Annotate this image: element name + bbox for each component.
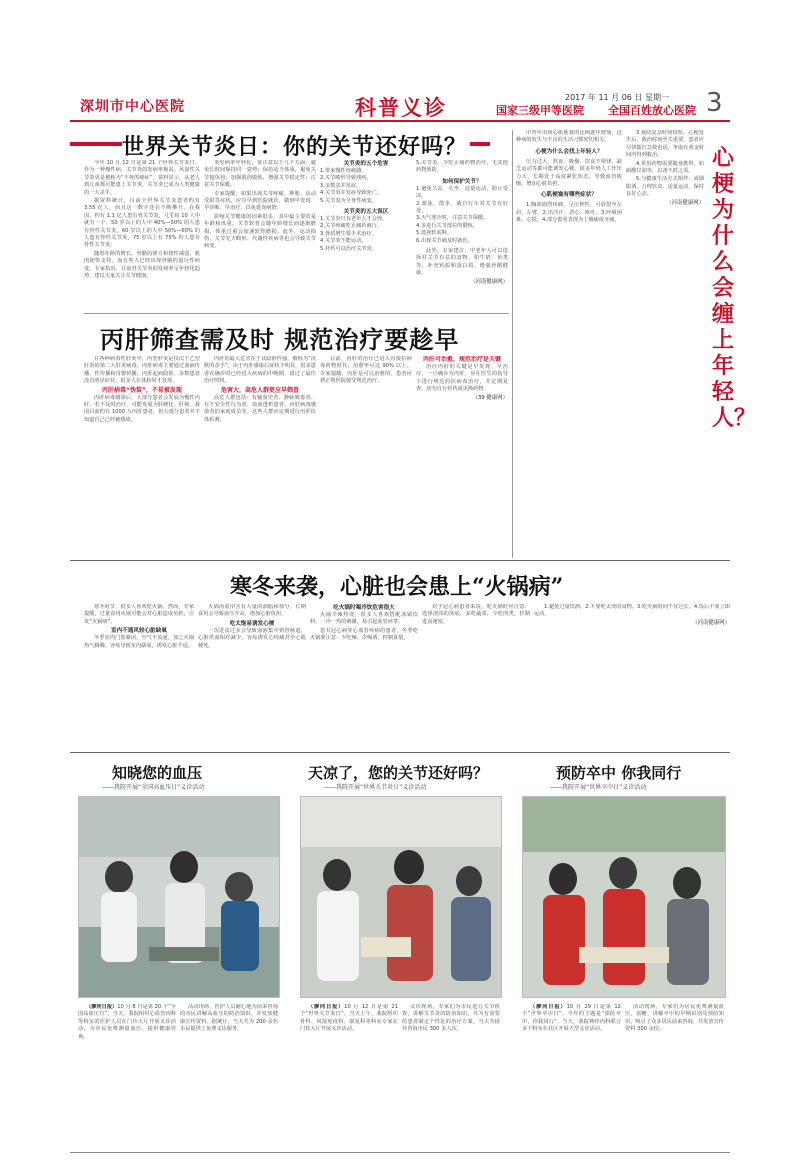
title-accent-bar [470,142,490,146]
title-accent-bar [70,142,122,146]
article3-col4 [422,604,530,744]
paragraph: 火锅辛辣热烫，很多人喜欢搭配冰镇饮料，一冷一热的刺激，易引起血管痉挛。 [310,612,418,626]
article1-col4 [416,160,508,310]
card-caption [300,1004,398,1144]
list-item: 2.游泳、散步、骑自行车对关节有好处。 [416,200,508,215]
list-item: 1.避免久站、久坐，适量运动，防止受凉。 [416,185,508,200]
paragraph: 炎发病率年轻化，要注意以下几个方面：避免长时间保持同一姿势；保持适当体重，避免关节超负荷；加强肌肉锻炼，增强关节稳定性；注意关节保暖。 [204,160,316,189]
article3-col2 [198,604,306,744]
paragraph: 5.与健康生活方式相伴：戒烟限酒、合理饮食、适量运动、保持良好心态。 [626,176,704,198]
paragraph: 对于冠心病患者来说，吃火锅时应注意：选择清淡的汤底，多吃蔬菜，少吃肉类，控制进食速度。 [422,604,530,625]
paragraph: 影响关节健康的因素很多，其中最主要的是年龄和体重。关节软骨会随年龄增长而逐渐磨损，体重过重会加速软骨磨损。此外，运动损伤、关节先天畸形、代谢性疾病等也会导致关节病变。 [204,213,316,250]
sidebar-title: 心梗为什么会缠上年轻人？ [712,145,757,431]
article2-col2 [204,356,316,556]
paragraph: 火锅汤底中含有大量的油脂和盐分，长期食用会导致血压升高，增加心脏负担。 [198,604,306,618]
subheading: 室内不通风较心脏缺氧 [111,628,167,635]
paragraph: 压力过大、熬夜、吸烟、饮食不规律、缺乏运动等都可能诱发心梗。很多年轻人工作压力大，长期处于高度紧张状态，导致血管收缩，增加心脏负担。 [516,158,622,188]
paragraph: 3.预防复杂时间较短。心梗发生后，救治时间至关重要，患者应尽快拨打急救电话，争取在黄金时间内得到救治。 [626,130,704,159]
article1-col1 [84,160,200,310]
card-caption-2 [625,1004,724,1144]
divider [70,560,730,561]
list-item: 5.关节炎为全身性病变。 [320,197,377,204]
caption-text: 10 月 8 日是第 20 个“全国高血压日”，当天，我院组织心血管内科等科室的医护人员在门诊大厅开展义诊活动，为市民免费测量血压、提供健康咨询。 [78,1004,176,1040]
paragraph: 1.胸部剧烈疼痛，呈压榨性，可放射至左肩、左臂。2.出冷汗、恶心、呕吐。3.呼吸困难、心慌。4.部分患者表现为上腹痛或牙痛。 [516,202,622,224]
paragraph: 冬季室内门窗紧闭，空气不流通，加之火锅热气腾腾，容易导致室内缺氧，诱发心脏不适。 [84,635,194,649]
divider [70,752,730,753]
paragraph: 治疗丙肝的关键是早发现、早治疗。一旦确诊为丙肝，应在医生的指导下进行规范的抗病毒治疗，并定期复查，切勿自行停药或更换药物。 [416,364,508,393]
card-caption [522,1004,621,1144]
caption-text: 活动现场，医护人员耐心地为前来咨询的市民讲解高血压的防治知识，并发放健康宣传资料。据统计，当天共为 200 余名市民提供了免费义诊服务。 [180,1004,278,1033]
sidebar-col2 [626,130,704,558]
card-subtitle: ——我院开展“世界关节炎日”义诊活动 [324,784,427,791]
list-item: 5.关节炎、少吃止痛药物治疗，无其他药物预防。 [416,160,508,174]
article3-col1 [84,604,194,744]
hospital-logo: 深圳市中心医院 [80,99,185,115]
subheading: 心梗为什么会找上年轻人？ [535,148,603,155]
subheading: 丙肝可治愈，规范治疗是关键 [422,356,501,363]
caption-text: 10 月 12 日是第 21 个“世界关节炎日”，当天上午，我院组织骨科、风湿免疫科、康复科等科室专家在门诊大厅开展义诊活动。 [300,1004,398,1033]
article3-col3 [310,604,418,744]
paragraph: 据资料统计，目前全世界关节炎患者约有 3.55 亿人，而且这一数字还在不断攀升。在我国，约有 1.1 亿人患有骨关节炎，几乎每 10 人中就有一个。50 岁以上的人中 40%—50% 的人患有骨性关节炎，60 岁以上的人中 50%—60% 的人患有骨性关节炎，75 岁以上有 75% 的人患有骨性关节炎。 [84,198,200,249]
paragraph: 专家提醒，如果出现关节疼痛、肿胀、活动受限等症状，应尽早到医院就诊，做到早发现、早诊断、早治疗，以免延误病情。 [204,190,316,212]
caption-lead: （廖同日报） [308,1004,345,1010]
paragraph: 此外，专家建议，中老年人可以选择对关节有益的食物，如牛奶、鱼类等，补充钙质和蛋白质，增强骨骼健康。 [416,248,508,277]
hospital-tag-trust: 全国百姓放心医院 [608,104,696,117]
article1-credit: （河南健康网） [470,278,508,285]
paragraph: 在各种病毒性肝炎中，丙型肝炎是仅次于乙型肝炎的第二大肝炎病毒。丙肝病毒主要通过血液传播、性传播和母婴传播。丙肝起病隐匿，多数患者没有明显症状，很多人在体检时才发现。 [84,356,200,385]
caption-text: 义诊现场，专家们为市民进行关节检查，讲解关节炎的防治知识，并为有需要的患者制定个性化的治疗方案。当天共接待咨询市民 300 多人次。 [402,1004,500,1033]
list-item: 1.关节炎只有老年人才会得。 [320,216,388,223]
subheading: 吃太饱易诱发心梗 [229,620,275,627]
subheading: 吃火锅时喝冷饮危害很大 [333,605,395,611]
event-card [516,758,730,1148]
paragraph: 一次进食过多会导致血液集中到胃肠道，心脏供血相对减少，容易诱发心绞痛甚至心肌梗死。 [198,627,306,649]
event-photo [78,796,280,998]
subheading: 危害大，高危人群更应早筛查 [220,386,299,394]
paragraph: 患有冠心病等心血管疾病的患者，冬季吃火锅要注意：少吃辣、少喝酒、控制食量。 [310,627,418,642]
card-caption-2 [180,1004,278,1144]
article1-col3 [320,160,412,310]
list-item: 6.出现关节痛及时就医。 [416,237,473,244]
card-caption [78,1004,176,1144]
event-photo [300,796,502,998]
list-item: 3.天气寒冷时，注意关节保暖。 [416,215,489,222]
subheading: 丙肝病毒“伪装”，不易被发现 [102,386,182,394]
paragraph: 丙肝的最大危害在于其隐匿性强，被称为“沉默的杀手”。由于丙肝感染后症状不明显，很多患者在确诊时已经进入疾病的中晚期，错过了最佳治疗时机。 [204,356,316,385]
subheading: 心肌梗塞有哪些症状？ [541,192,597,199]
article2-credit: （39 健康网） [472,394,508,401]
paragraph: 目前，丙肝的治疗已进入直接抗病毒药物时代，治愈率可达 90% 以上。专家提醒，丙肝是可以治愈的，患者应到正规医院接受规范治疗。 [320,356,412,385]
subheading: 关节炎的五大误区 [343,209,389,216]
subheading: 关节炎的五个危害 [343,161,389,167]
subheading: 如何保护关节？ [442,178,482,185]
header-rule [70,120,730,122]
card-caption-2 [402,1004,500,1144]
column-divider [512,130,513,558]
paragraph: 丙肝病毒感染后，大部分患者会发展为慢性丙肝，若不及时治疗，可能发展为肝硬化、肝癌。我国目前约有 1000 万丙肝患者，但大部分患者并不知道自己已经被感染。 [84,394,200,423]
caption-lead: （廖同日报） [530,1004,567,1010]
list-item: 4.关节炎不能运动。 [320,238,367,245]
paragraph: 今年 10 月 12 日是第 21 个世界关节炎日，作为一种慢性病，关节炎的发病率极高。风湿性关节炎更是被称为“不死的癌症”。资料显示，从老人到儿童都可能患上关节炎，关节炎已成为人类健康的一大杀手。 [84,160,200,196]
paragraph: 寒冬时节，很多人喜欢吃火锅。然而，专家提醒，过量食用火锅可能会对心脏造成负担，引发“火锅病”。 [84,604,194,625]
section-title: 科普义诊 [355,95,447,120]
article2-col4 [416,356,508,556]
list-item: 5.选择软底鞋。 [416,230,453,237]
list-item: 2.关节畸形导致残疾。 [320,175,372,182]
card-subtitle: ——我院开展“全国高血压日”义诊活动 [102,784,205,791]
article3-col5 [534,604,730,744]
footer-rule [70,1152,730,1153]
list-item: 2.关节疼痛吃止痛药就行。 [320,223,383,230]
sidebar-credit: （河南健康网） [666,199,704,206]
event-card [294,758,506,1148]
divider [84,313,509,314]
article1-col2 [204,160,316,310]
list-item: 3.骨质增生要手术治疗。 [320,230,377,237]
list-item: 1.带来慢性疼痛感。 [320,168,367,174]
card-title: 预防卒中 你我同行 [556,764,682,782]
list-item: 5.补钙可以治疗关节炎。 [320,245,377,252]
paragraph: 1.避免过量饮酒。2.不要吃太烫的食物。3.吃火锅时间不宜过长。4.饭后不要立即运动。 [534,604,730,618]
event-card [72,758,284,1148]
article2-col1 [84,356,200,556]
list-item: 3.多数其并发症。 [320,182,362,189]
article2-title: 丙肝筛查需及时 规范治疗要趁早 [100,325,460,354]
page-number: 3 [706,88,723,118]
caption-text: 活动现场，专家们为居民免费测量血压、血糖，讲解卒中的早期识别及预防知识，吸引了众多居民前来咨询。共发放宣传资料 300 余份。 [625,1004,724,1033]
list-item: 4.关节炎并发症导致死亡。 [320,190,383,197]
caption-text: 10 月 29 日是第 12 个“世界卒中日”，今年的主题是“预防卒中，你我同行”。当天，我院神经内科联合多个科室在社区开展大型义诊活动。 [522,1004,621,1033]
list-item: 4.多进行关节部位的锻炼。 [416,222,479,229]
card-subtitle: ——我院开展“世界卒中日”义诊活动 [550,784,647,791]
article3-title: 寒冬来袭，心脏也会患上“火锅病” [230,574,564,600]
event-photo [522,796,726,998]
hospital-tag-grade: 国家三级甲等医院 [496,104,584,117]
article1-title: 世界关节炎日：你的关节还好吗？ [122,134,468,160]
sidebar-col1 [516,130,622,558]
article3-credit: （河南健康网） [692,619,730,626]
paragraph: 4.常用药物需要随身携带，如硝酸甘油等，以备不时之需。 [626,160,704,175]
article2-col3 [320,356,412,556]
caption-lead: （廖同日报） [86,1004,118,1010]
paragraph: 随着年龄的增长，骨骼的弹力和韧性减弱，肌肉韧带支持，而有些人已经出现骨骼的退行性病变。专家指出，目前骨关节炎的发病率呈年轻化趋势，建议大家关注关节健康。 [84,250,200,280]
paragraph: 高危人群包括：有输血史者、静脉吸毒者、有不安全性行为者、血液透析患者、丙肝病毒感染者的家庭成员等。这些人群应定期进行丙肝抗体检测。 [204,394,316,423]
paragraph: 中青年出现心肌梗塞的比例逐年增加，这种病的发生与不良的生活习惯密切相关。 [516,130,622,144]
card-title: 知晓您的血压 [112,764,203,782]
card-title: 天凉了，您的关节还好吗？ [308,764,489,782]
issue-date: 2017 年 11 月 06 日 星期一 [565,93,669,102]
